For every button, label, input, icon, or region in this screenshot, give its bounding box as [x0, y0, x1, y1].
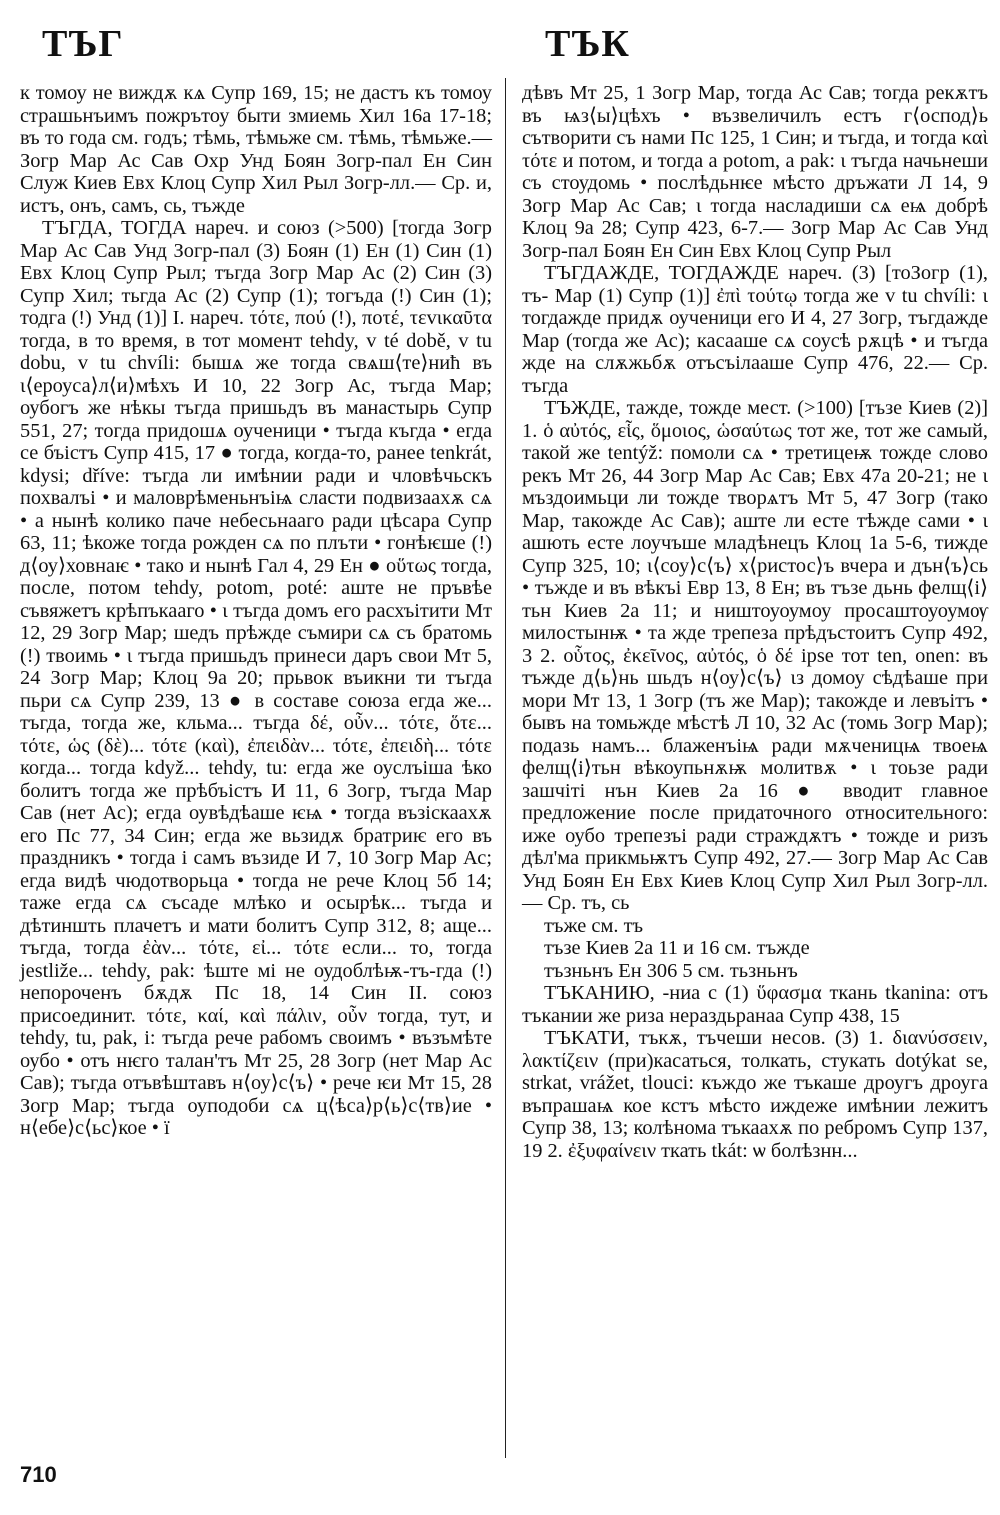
right-column — [522, 82, 988, 1162]
entry-paragraph: ТЪКАНИЮ, -ниа с (1) ὕφασμα ткань tkanina: отъ тъкании же риза нераздьранаа Супр 438, 15 — [522, 982, 988, 1027]
column-divider — [505, 78, 506, 1458]
entry-paragraph: ТЪГДА, ТОГДА нареч. и союз (>500) [тогда Зогр Мар Ас Сав Унд Зогр-пал (3) Боян (1) Ен (1) Син (1) Евх Клоц Супр Рыл; тъгда Зогр Мар Ас (2) Син (3) Супр Хил; тьгда Ас (2) Супр (1); тогъда (!) Син (1); тодга (!) Унд (1)] I. нареч. τότε, πού (!), ποτέ, τεvικαῦτα тогда, в то время, в тот момент tehdy, v té době, v tu dobu, v tu chvíli: бышѧ же тогда свѧш⟨те⟩нић въ ι⟨ероуса⟩л⟨и⟩мѣхъ И 10, 22 Зогр Ас, тъгда Мар; оубогъ же нѣкы тъгда пришьдъ въ манастырь Супр 551, 27; тогда придошѧ оученици • тъгда къгда • егда се бъістъ Супр 415, 17 ● тогда, когда-то, ранее tenkrát, kdysi; dříve: тъгда ли имѣнии ради и чловѣчьскъ похвалъі • и маловрѣменьнъіѩ сласти подвизаахѫ сѧ • а нынѣ колико паче небесьнааго ради цѣсара Супр 63, 11; ѣкоже тогда рожден сѧ по плъти • гонѣѥше (!) д⟨оу⟩ховнаѥ • тако и нынѣ Гал 4, 29 Ен ● οὕτως тогда, после, потом tehdy, potom, poté: аште не пръвѣе съвяжетъ крѣпъкааго • ι тъгда домъ его расхъітити Мт 12, 29 Зогр Мар; шедъ прѣжде съмири сѧ съ братомь (!) твоимь • ι тъгда пришьдъ принеси даръ свои Мт 5, 24 Зогр Мар; Клоц 9а 20; прьвок въикни ти тъгда пьри сѧ Супр 239, 13 ● в составе союза егда же... тъгда, тогда же, кльма... тъгда δέ, οὖν... τότε, ὅτε... τότε, ὡς (δὲ)... τότε (καὶ), ἐπειδὰν... τότε, ἐπειδὴ... τότε когда... тогда když... tehdy, tu: егда же оуслъіша ѣко болитъ тогда же прѣбъістъ И 11, 6 Зогр, тъгда Мар Сав (нет Ас); егда оувѣдѣаше ѥѩ • тогда възіскаахѫ его Пс 77, 34 Син; егда же вьзидѫ братриѥ его въ праздникъ • тогда і самъ възиде И 7, 10 Зогр Мар Ас; егда видѣ чюдотворьца • тогда не рече Клоц 5б 14; таже егда сѧ съсаде млѣко и осырѣк... тъгда и дѣтиншть плачетъ и мати болитъ Супр 312, 8; аще... тъгда, тогда ἐὰν... τότε, εἰ... τότε если... то, тогда jestliže... tehdy, pak: ѣште мі не оудоблѣѭ-тъ-гда (!) непороченъ бѫдѫ Пс 18, 14 Син II. союз присоединит. τότε, καί, καὶ πάλιν, οὖν тогда, тут, и tehdy, tu, pak, i: тъгда рече рабомъ своимъ • възъмѣте оубо • отъ нѥго талан'тъ Мт 25, 28 Зогр (нет Мар Ас Сав); тъгда отъвѣштавъ н⟨оу⟩с⟨ъ⟩ • рече ѥи Мт 15, 28 Зогр Мар; тъгда оуподоби сѧ ц⟨ѣса⟩р⟨ь⟩с⟨тв⟩ие • н⟨ебе⟩с⟨ьс⟩кое • ї — [20, 217, 492, 1139]
cross-reference: тъзньнъ Ен 306 5 см. тьзньнъ — [544, 959, 798, 982]
page-number: 710 — [20, 1462, 57, 1487]
entry-paragraph: ТЪЖДЕ, тажде, тожде мест. (>100) [тъзе Киев (2)] 1. ὁ αὐτός, εἷς, ὅμοιος, ὡσαύτως тот же, тот же самый, такой же tentýž: помоли сѧ • третицеѭ тожде слово рекъ Мт 26, 44 Зогр Мар Ас Сав; Евх 47а 20-21; не ι мъздоимьци ли тожде творѧтъ Мт 5, 47 Зогр (тако Мар, такожде Ас Сав); аште ли есте тѣжде сами • ι ашють есте лоучъше младѣнецъ Клоц 1а 5-6, тижде Супр 325, 10; ι⟨соу⟩с⟨ъ⟩ х⟨ристос⟩ъ вчера и дън⟨ъ⟩сь • тъжде и въ вѣкъі Евр 13, 8 Ен; въ тъзе дьнь фелщ⟨і⟩тьн Киев 2а 11; и ништоуоумоу просаштоуоумѹ милостынѭ • та жде трепеза прѣдъстоитъ Супр 492, 3 2. οὗτος, ἐκεῖνος, αὐτός, ὁ δέ ipse тот ten, onen: въ тъжде д⟨ь⟩нь шьдъ н⟨оу⟩с⟨ъ⟩ ιз домоу сѣдѣаше при мори Мт 13, 1 Зогр (тъ же Мар); такожде и левъітъ • бывъ на томьжде мѣстѣ Л 10, 32 Ас (томь Зогр Мар); подазь намъ... блаженъіѩ ради мѫченицѩ твоеѩ фелщ⟨і⟩тьн вѣкоупьнѫѭ молитвѫ • ι тоьзе ради зашчіті нън Киев 2а 16 ● вводит главное предложение после придаточного относительного: иже оубо трепезъі ради страждѫтъ • тожде и ризъ дѣл'ма прикмьѭтъ Супр 492, 27.— Зогр Мар Ас Сав Унд Боян Ен Евх Киев Клоц Супр Хил Рыл Зогр-лл.— Ср. тъ, сь — [522, 397, 988, 914]
cross-reference: тъже см. тъ — [544, 914, 644, 937]
entry-paragraph: к томоу не виждѫ кѧ Супр 169, 15; не дастъ къ томоу страшьнъимъ пожрътоу быти змиемь Хил 16а 17-18; въ то года см. годъ; тѣмь, тѣмьже см. тѣмь, тѣмьже.— Зогр Мар Ас Сав Охр Унд Боян Зогр-пал Ен Син Служ Киев Евх Клоц Супр Хил Рыл Зогр-лл.— Ср. и, истъ, онъ, самъ, сь, тъжде — [20, 82, 492, 217]
entry-paragraph: ТЪГДАЖДЕ, ТОГДАЖДЕ нареч. (3) [тоЗогр (1), тъ- Мар (1) Супр (1)] ἐπὶ τούτῳ тогда же v tu chvíli: ι тогдажде придѫ оученици его И 4, 27 Зогр, тъгдажде Мар (тогда же Ас); касааше сѧ соусѣ рѫцѣ • и тъгда жде на слѫжьбѫ отъсъілааше Супр 476, 22.— Ср. тъгда — [522, 262, 988, 397]
running-head-right: ТЪК — [545, 23, 630, 65]
entry-paragraph: дѣвъ Мт 25, 1 Зогр Мар, тогда Ас Сав; тогда рекѫтъ въ ѩз⟨ы⟩цѣхъ • възвеличилъ естъ г⟨оспод⟩ь сътворити съ нами Пс 125, 1 Син; и тъгда, и тогда καὶ τότε и потом, и тогда a potom, a pak: ι тъгда начьнеши съ стоудомь • послѣдьнѥе мѣсто дръжати Л 14, 9 Зогр Мар Ас Сав; ι тогда насладиши сѧ еѩ добрѣ Клоц 9а 28; Супр 423, 6-7.— Зогр Мар Ас Сав Унд Зогр-пал Боян Ен Син Евх Клоц Супр Рыл — [522, 82, 988, 262]
entry-paragraph: ТЪКАТИ, тъкѫ, тъчеши несов. (3) 1. διανύσσειν, λακτίζειν (при)касаться, толкать, стукать dotýkat se, strkat, vrážet, tlouci: къждо же тъкаше дроугъ дроуга въпрашаѩ кое кстъ мѣсто иждеже имѣнии лежитъ Супр 38, 13; колѣномa тъкаахѫ по ребромъ Супр 137, 19 2. ἐξυφαίνειν ткать tkát: ѡ болѣзнн... — [522, 1027, 988, 1162]
cross-reference: тъзе Киев 2а 11 и 16 см. тъжде — [544, 937, 810, 959]
left-column — [20, 82, 492, 1140]
running-head-left: ТЪГ — [42, 23, 124, 65]
